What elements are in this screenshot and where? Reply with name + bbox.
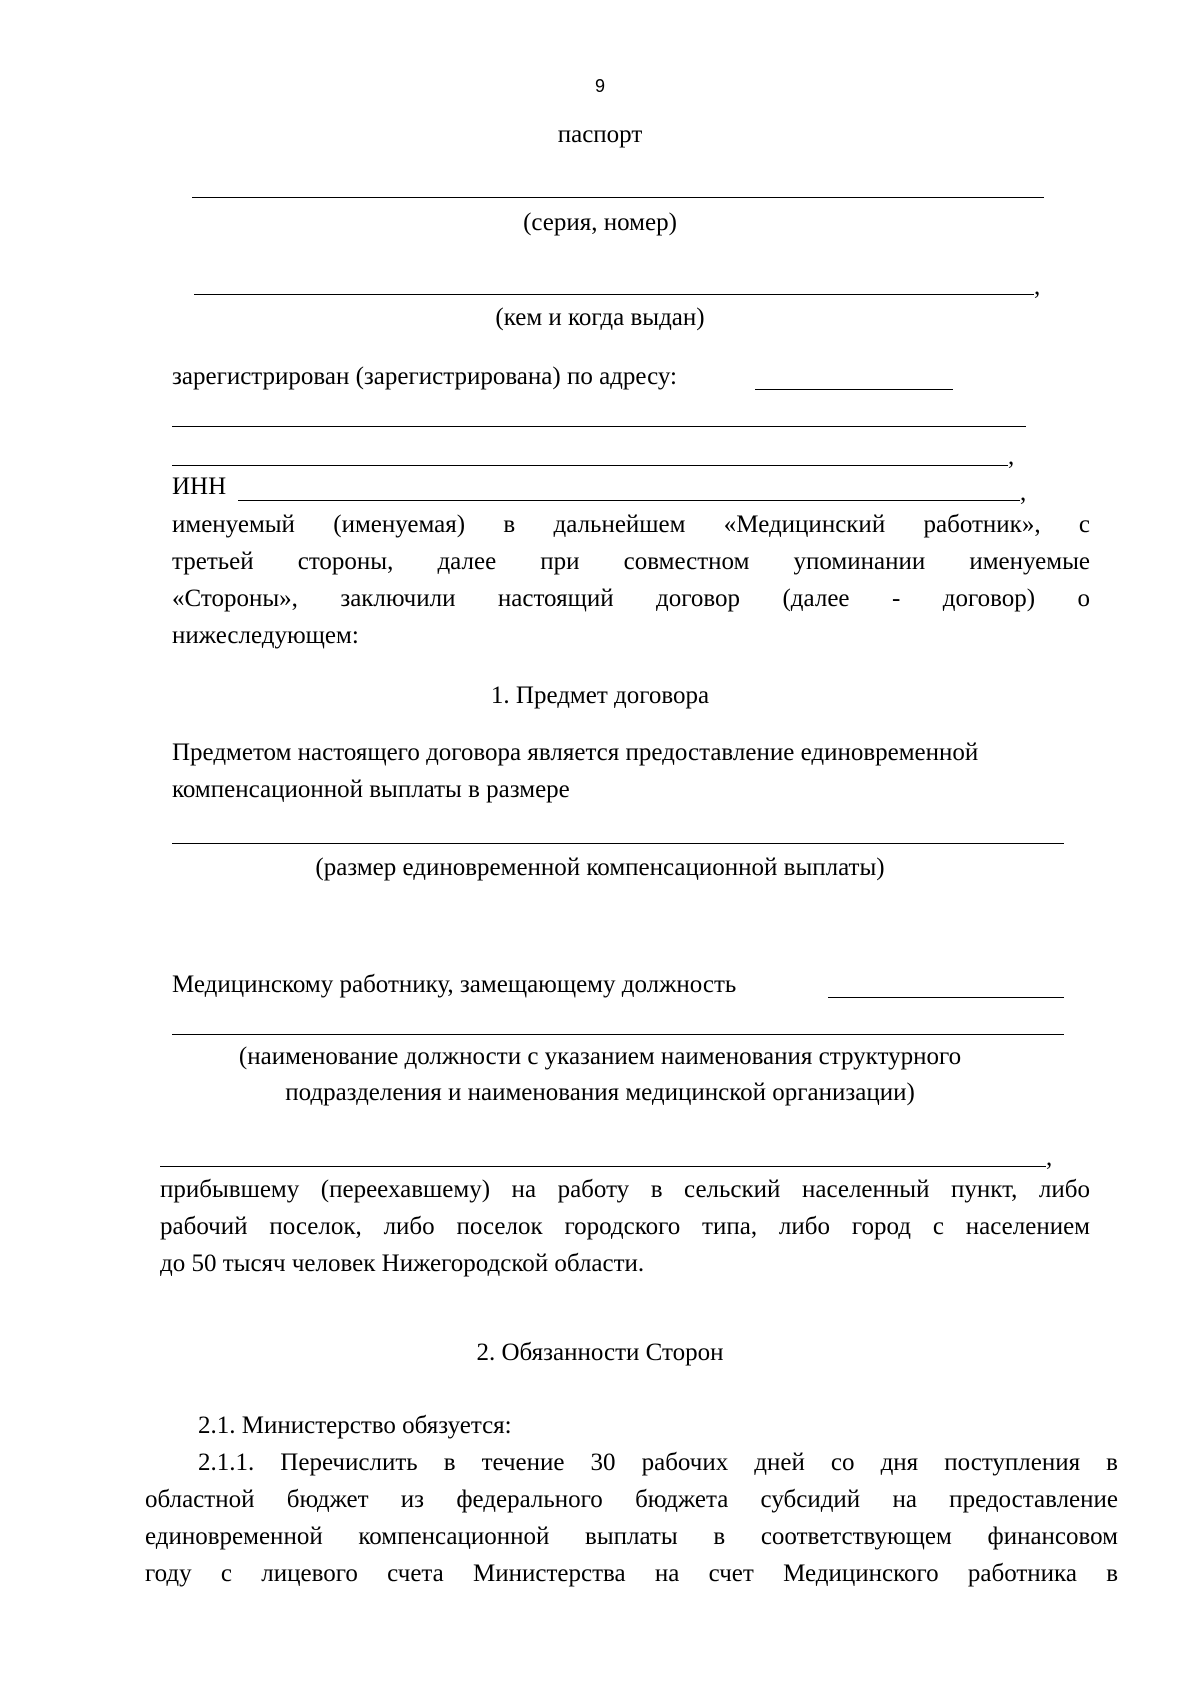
passport-series-line [192,197,1044,198]
arrival-line-3: до 50 тысяч человек Нижегородской области. [160,1250,645,1277]
position-line-3 [160,1166,1046,1167]
passport-issued-caption: (кем и когда выдан) [495,304,705,331]
address-comma: , [1008,443,1015,470]
inn-comma: , [1020,479,1027,506]
clause-2-1: 2.1. Министерство обязуется: [198,1412,512,1439]
passport-title: паспорт [557,121,643,148]
position-caption-line-1: (наименование должности с указанием наименования структурного [238,1043,962,1070]
clause-2-1-1-line-2: областной бюджет из федерального бюджета субсидий на предоставление [145,1486,1118,1513]
inn-label: ИНН [172,473,227,500]
inn-line [238,500,1020,501]
intro-line-4: нижеследующем: [172,622,359,649]
position-label: Медицинскому работнику, замещающему должность [172,971,737,998]
page-number: 9 [594,76,605,96]
position-line-2 [172,1034,1064,1035]
clause-2-1-1-line-3: единовременной компенсационной выплаты в соответствующем финансовом [145,1523,1118,1550]
arrival-line-2: рабочий поселок, либо поселок городского типа, либо город с населением [160,1213,1090,1240]
address-line-2 [172,426,1026,427]
amount-caption: (размер единовременной компенсационной выплаты) [315,854,885,881]
position-comma: , [1046,1144,1053,1171]
position-line-1 [828,997,1064,998]
intro-line-2: третьей стороны, далее при совместном упоминании именуемые [172,548,1090,575]
passport-series-caption: (серия, номер) [523,209,677,236]
intro-line-1: именуемый (именуемая) в дальнейшем «Медицинский работник», с [172,511,1090,538]
amount-line [172,843,1064,844]
section1-line-1: Предметом настоящего договора является предоставление единовременной [172,739,979,766]
address-line-1 [755,389,953,390]
section1-line-2: компенсационной выплаты в размере [172,776,570,803]
arrival-line-1: прибывшему (переехавшему) на работу в сельский населенный пункт, либо [160,1176,1090,1203]
position-caption-line-2: подразделения и наименования медицинской организации) [285,1079,915,1106]
passport-issued-line [194,294,1034,295]
section1-heading: 1. Предмет договора [490,682,710,709]
address-line-3 [172,465,1008,466]
intro-line-3: «Стороны», заключили настоящий договор (далее - договор) о [172,585,1090,612]
section2-heading: 2. Обязанности Сторон [476,1339,724,1366]
clause-2-1-1-line-4: году с лицевого счета Министерства на счет Медицинского работника в [145,1560,1118,1587]
passport-issued-comma: , [1034,273,1041,300]
address-label: зарегистрирован (зарегистрирована) по адресу: [172,363,678,390]
clause-2-1-1-line-1: 2.1.1. Перечислить в течение 30 рабочих дней со дня поступления в [198,1449,1118,1476]
